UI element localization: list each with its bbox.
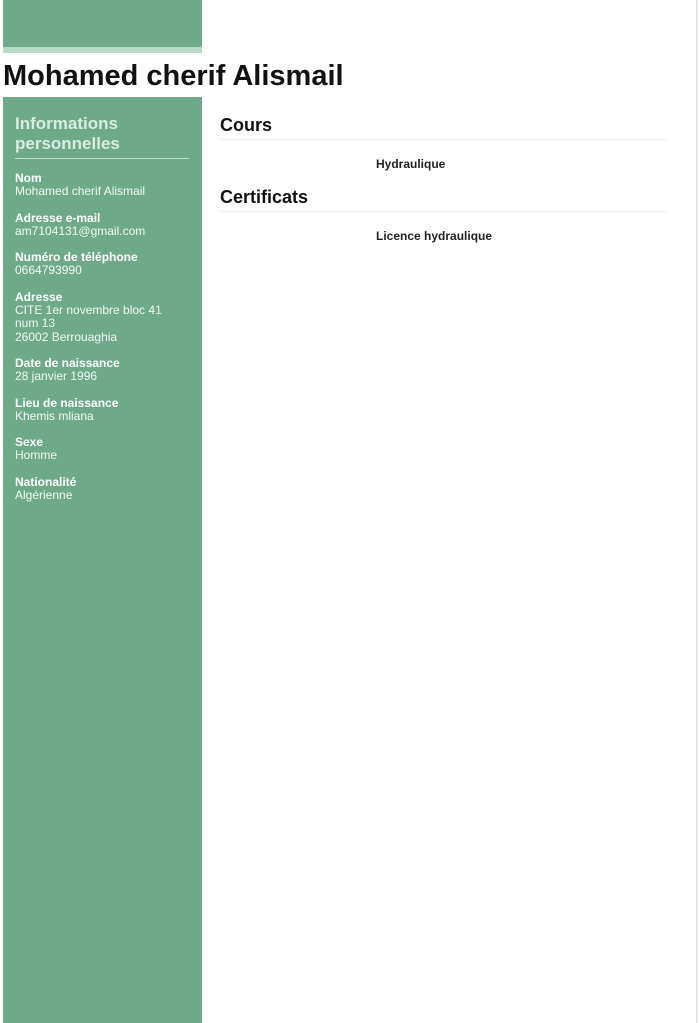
section-title: Cours [220,113,666,140]
info-item-birth-date [15,356,190,384]
section-courses [220,113,666,171]
candidate-name: Mohamed cherif Alismail [3,60,344,92]
certificate-item: Licence hydraulique [376,229,493,243]
info-item-sex [15,435,190,463]
main-content [220,113,666,257]
info-item-email [15,211,190,239]
sidebar-title: Informations personnelles [15,114,189,159]
info-item-birth-place [15,396,190,424]
info-item-nom [15,171,190,199]
info-value: Khemis mliana [15,408,94,423]
course-item: Hydraulique [376,157,446,171]
info-item-address [15,290,190,345]
header-color-band [3,0,202,47]
info-item-nationality [15,475,190,503]
info-value: 28 janvier 1996 [15,369,98,383]
info-item-phone [15,250,190,278]
section-title: Certificats [220,185,666,212]
info-label: Date de naissance [15,356,120,370]
info-value: Algérienne [15,487,73,502]
info-label: Numéro de téléphone [15,250,138,264]
header-accent-stripe [3,47,202,53]
info-value: Mohamed cherif Alismail [15,184,146,198]
info-label: Nationalité [15,474,77,489]
personal-info-list [15,171,190,502]
section-certificates [220,185,666,243]
info-label: Sexe [15,435,44,449]
info-value: am7104131@gmail.com [15,223,146,238]
info-value: 0664793990 [15,263,82,277]
personal-info-sidebar [3,97,202,1023]
info-value: Homme [15,448,58,462]
info-label: Adresse e-mail [15,210,101,225]
info-value: CITE 1er novembre bloc 41 num 13 26002 Berrouaghia [15,302,162,344]
info-label: Nom [15,171,42,185]
page-edge-shadow [696,0,698,1023]
info-label: Adresse [15,289,63,304]
info-label: Lieu de naissance [15,395,119,410]
